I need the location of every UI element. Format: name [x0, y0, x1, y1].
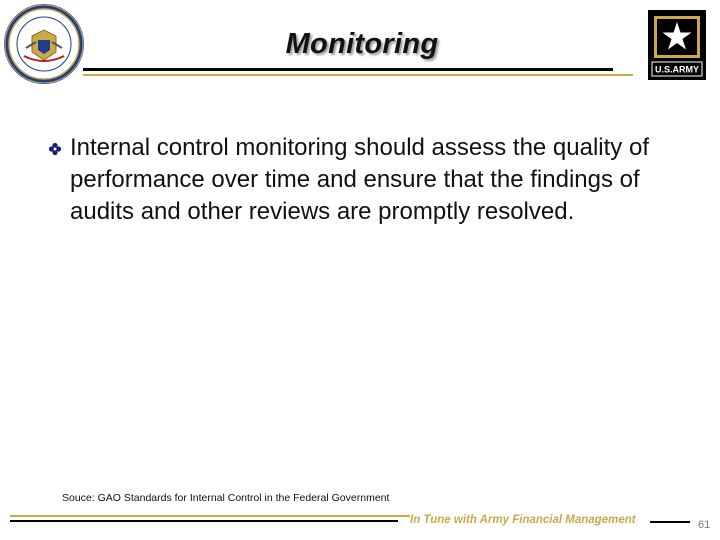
source-citation: Souce: GAO Standards for Internal Control in the Federal Government — [62, 492, 390, 504]
bullet-text: Internal control monitoring should assess the quality of performance over time and ensure that the findings of audits and other reviews are promptly resolved. — [70, 134, 649, 225]
title-underline-gold — [83, 74, 633, 76]
title-underline — [83, 68, 613, 71]
diamond-bullet-icon — [48, 142, 62, 156]
footer-rule-gold — [10, 515, 410, 517]
page-title: Monitoring — [285, 28, 439, 60]
army-logo-label: U.S.ARMY — [654, 64, 700, 75]
footer-rule-right — [650, 521, 690, 523]
footer-rule-black — [10, 520, 398, 522]
footer-tagline: In Tune with Army Financial Management — [410, 514, 636, 526]
page-number: 61 — [698, 519, 711, 531]
department-of-the-army-seal-icon — [2, 2, 86, 86]
us-army-star-logo-icon — [648, 10, 706, 80]
